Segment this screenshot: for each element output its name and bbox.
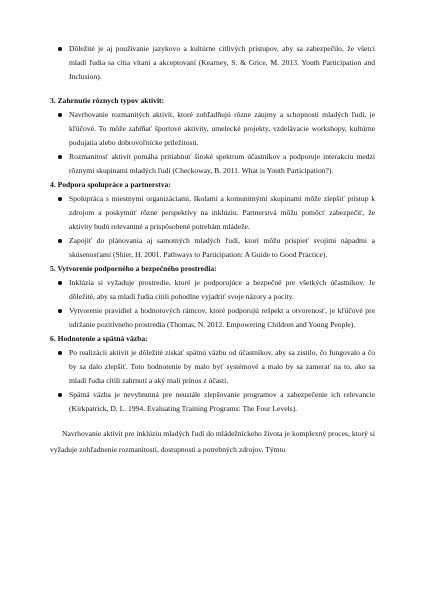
- list-item: Zapojiť do plánovania aj samotných mladých ľudí, ktorí môžu prispieť svojimi nápadmi a skúsenosťami (Shier, H. 2001. Pathways to Participation: A Guide to Good Practice).: [50, 234, 375, 262]
- bullet-icon: [58, 393, 62, 397]
- list-item: Spätná väzba je nevyhnutná pre neustále zlepšovanie programov a zabezpečenie ich relevancie (Kirkpatrick, D. L. 1994. Evaluating Training Programs: The Four Levels).: [50, 388, 375, 416]
- section-heading: 5. Vytvorenie podporného a bezpečného prostredia:: [50, 264, 217, 273]
- bullet-icon: [58, 281, 62, 285]
- bullet-list: [50, 42, 375, 84]
- closing-paragraph: Navrhovanie aktivít pre inklúziu mladých ľudí do mládežníckeho života je komplexný proces, ktorý si vyžaduje zohľadnenie rozmanitosti, dostupnosti a potrebných zdrojov. Týmto: [50, 429, 375, 454]
- bullet-icon: [58, 309, 62, 313]
- bullet-icon: [58, 351, 62, 355]
- bullet-list: [50, 108, 375, 178]
- section-heading: 4. Podpora spolupráce a partnerstva:: [50, 180, 171, 189]
- bullet-icon: [58, 239, 62, 243]
- bullet-icon: [58, 47, 62, 51]
- list-item: Po realizácii aktivít je dôležité získať spätnú väzbu od účastníkov, aby sa zistilo, čo fungovalo a čo by sa dalo zlepšiť. Toto hodnotenie by malo byť systémové a malo by sa zamerať na to, ako sa mladí ľudia cítili zahrnutí a aký mali prínos z účasti.: [50, 346, 375, 388]
- bullet-list: [50, 192, 375, 262]
- bullet-list: [50, 276, 375, 332]
- document-body: [50, 42, 375, 458]
- list-item: Inklúzia si vyžaduje prostredie, ktoré je podporujúce a bezpečné pre všetkých účastníkov. Je dôležité, aby sa mladí ľudia cítili pohodlne vyjadriť svoje názory a pocity.: [50, 276, 375, 304]
- list-item: Navrhovanie rozmanitých aktivít, ktoré zohľadňujú rôzne záujmy a schopnosti mladých ľudí, je kľúčové. To môže zahŕňať športové aktivity, umelecké projekty, vzdelávacie workshopy, kultúrne podujatia alebo dobrovoľnícke príležitosti.: [50, 108, 375, 150]
- list-item: Rozmanitosť aktivít pomáha pritiahnuť široké spektrum účastníkov a podporuje interakciu medzi rôznymi skupinami mladých ľudí (Checkoway, B. 2011. What is Youth Participation?).: [50, 150, 375, 178]
- list-item: Spolupráca s miestnymi organizáciami, školami a komunitnými skupinami môže zlepšiť prístup k zdrojom a poskytnúť rôzne perspektívy na inklúziu. Partnerstvá môžu pomôcť zabezpečiť, že aktivity budú relevantné a prispôsobené potrebám mládeže.: [50, 192, 375, 234]
- bullet-icon: [58, 197, 62, 201]
- list-item: Dôležité je aj používanie jazykovo a kultúrne citlivých prístupov, aby sa zabezpečilo, že všetci mladí ľudia sa cítia vítaní a akceptovaní (Kearney, S. & Grice, M. 2013. Youth Participation and Inclusion).: [50, 42, 375, 84]
- list-item: Vytvorenie pravidiel a hodnotových rámcov, ktoré podporujú rešpekt a otvorenosť, je kľúčové pre udržanie pozitívneho prostredia (Thomas, N. 2012. Empowering Children and Young People).: [50, 304, 375, 332]
- bullet-icon: [58, 155, 62, 159]
- bullet-list: [50, 346, 375, 416]
- bullet-icon: [58, 113, 62, 117]
- section-heading: 6. Hodnotenie a spätná väzba:: [50, 334, 148, 343]
- section-heading: 3. Zahrnutie rôznych typov aktivít:: [50, 96, 165, 105]
